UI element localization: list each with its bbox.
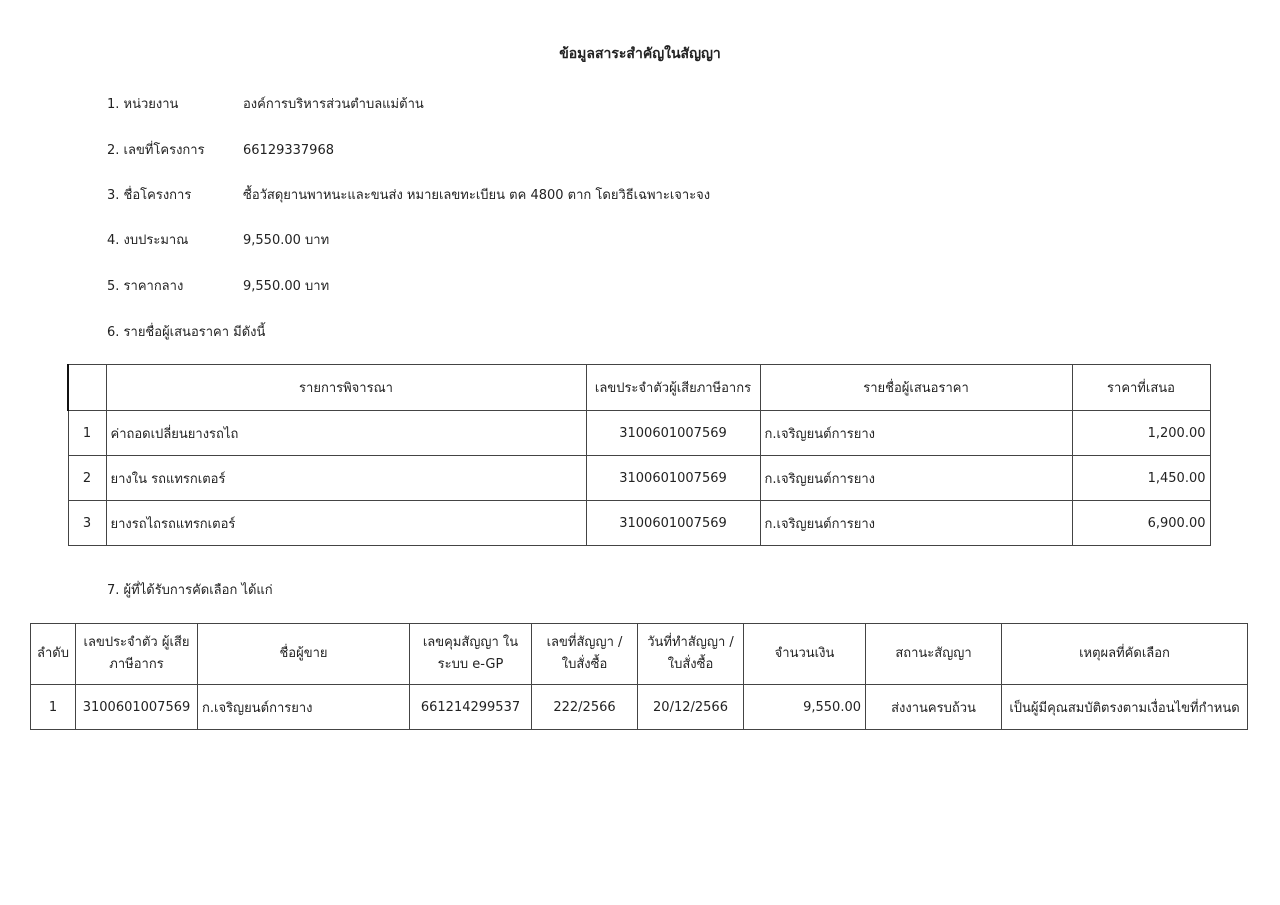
cell-no: 1 (68, 411, 106, 456)
cell-item: ค่าถอดเปลี่ยนยางรถไถ (106, 411, 586, 456)
info-value: องค์การบริหารส่วนตำบลแม่ต้าน (243, 97, 424, 112)
cell-egp: 661214299537 (410, 685, 532, 730)
cell-item: ยางรถไถรถแทรกเตอร์ (106, 501, 586, 546)
document-title: ข้อมูลสาระสำคัญในสัญญา (559, 46, 721, 62)
info-label: 1. หน่วยงาน (107, 97, 179, 112)
cell-bidder: ก.เจริญยนต์การยาง (760, 411, 1072, 456)
col-header-seq: ลำดับ (31, 624, 76, 685)
cell-tax-id: 3100601007569 (586, 456, 760, 501)
winners-table (30, 623, 1248, 730)
info-value: 66129337968 (243, 143, 334, 158)
info-label: 3. ชื่อโครงการ (107, 188, 192, 203)
col-header-price: ราคาที่เสนอ (1072, 365, 1210, 411)
cell-tax-id: 3100601007569 (586, 501, 760, 546)
col-header-contract-no: เลขที่สัญญา / ใบสั่งซื้อ (532, 624, 638, 685)
info-label: 4. งบประมาณ (107, 233, 189, 248)
col-header-no (68, 365, 106, 411)
cell-item: ยางใน รถแทรกเตอร์ (106, 456, 586, 501)
cell-seq: 1 (31, 685, 76, 730)
info-label: 2. เลขที่โครงการ (107, 143, 205, 158)
col-header-tax-id: เลขประจำตัว ผู้เสียภาษีอากร (76, 624, 198, 685)
cell-bidder: ก.เจริญยนต์การยาง (760, 501, 1072, 546)
table-header-row (68, 365, 1210, 411)
table-row (68, 456, 1210, 501)
cell-reason: เป็นผู้มีคุณสมบัติตรงตามเงื่อนไขที่กำหนด (1002, 685, 1248, 730)
cell-no: 2 (68, 456, 106, 501)
table-header-row (31, 624, 1248, 685)
info-value: 9,550.00 บาท (243, 279, 330, 294)
table-row (31, 685, 1248, 730)
cell-seller: ก.เจริญยนต์การยาง (198, 685, 410, 730)
info-value: 9,550.00 บาท (243, 233, 330, 248)
col-header-item: รายการพิจารณา (106, 365, 586, 411)
col-header-seller: ชื่อผู้ขาย (198, 624, 410, 685)
cell-tax-id: 3100601007569 (586, 411, 760, 456)
col-header-egp: เลขคุมสัญญา ในระบบ e-GP (410, 624, 532, 685)
table-row (68, 411, 1210, 456)
bidders-heading: 6. รายชื่อผู้เสนอราคา มีดังนี้ (107, 325, 266, 340)
info-label: 5. ราคากลาง (107, 279, 184, 294)
col-header-reason: เหตุผลที่คัดเลือก (1002, 624, 1248, 685)
winners-heading: 7. ผู้ที่ได้รับการคัดเลือก ได้แก่ (107, 583, 273, 598)
col-header-amount: จำนวนเงิน (744, 624, 866, 685)
cell-amount: 9,550.00 (744, 685, 866, 730)
col-header-bidder: รายชื่อผู้เสนอราคา (760, 365, 1072, 411)
cell-price: 6,900.00 (1072, 501, 1210, 546)
info-value: ซื้อวัสดุยานพาหนะและขนส่ง หมายเลขทะเบียน ตค 4800 ตาก โดยวิธีเฉพาะเจาะจง (243, 188, 711, 203)
cell-contract-no: 222/2566 (532, 685, 638, 730)
cell-status: ส่งงานครบถ้วน (866, 685, 1002, 730)
bidders-table (67, 364, 1211, 546)
col-header-status: สถานะสัญญา (866, 624, 1002, 685)
cell-no: 3 (68, 501, 106, 546)
col-header-contract-date: วันที่ทำสัญญา / ใบสั่งซื้อ (638, 624, 744, 685)
col-header-tax-id: เลขประจำตัวผู้เสียภาษีอากร (586, 365, 760, 411)
cell-tax-id: 3100601007569 (76, 685, 198, 730)
table-row (68, 501, 1210, 546)
cell-price: 1,200.00 (1072, 411, 1210, 456)
cell-bidder: ก.เจริญยนต์การยาง (760, 456, 1072, 501)
cell-contract-date: 20/12/2566 (638, 685, 744, 730)
cell-price: 1,450.00 (1072, 456, 1210, 501)
